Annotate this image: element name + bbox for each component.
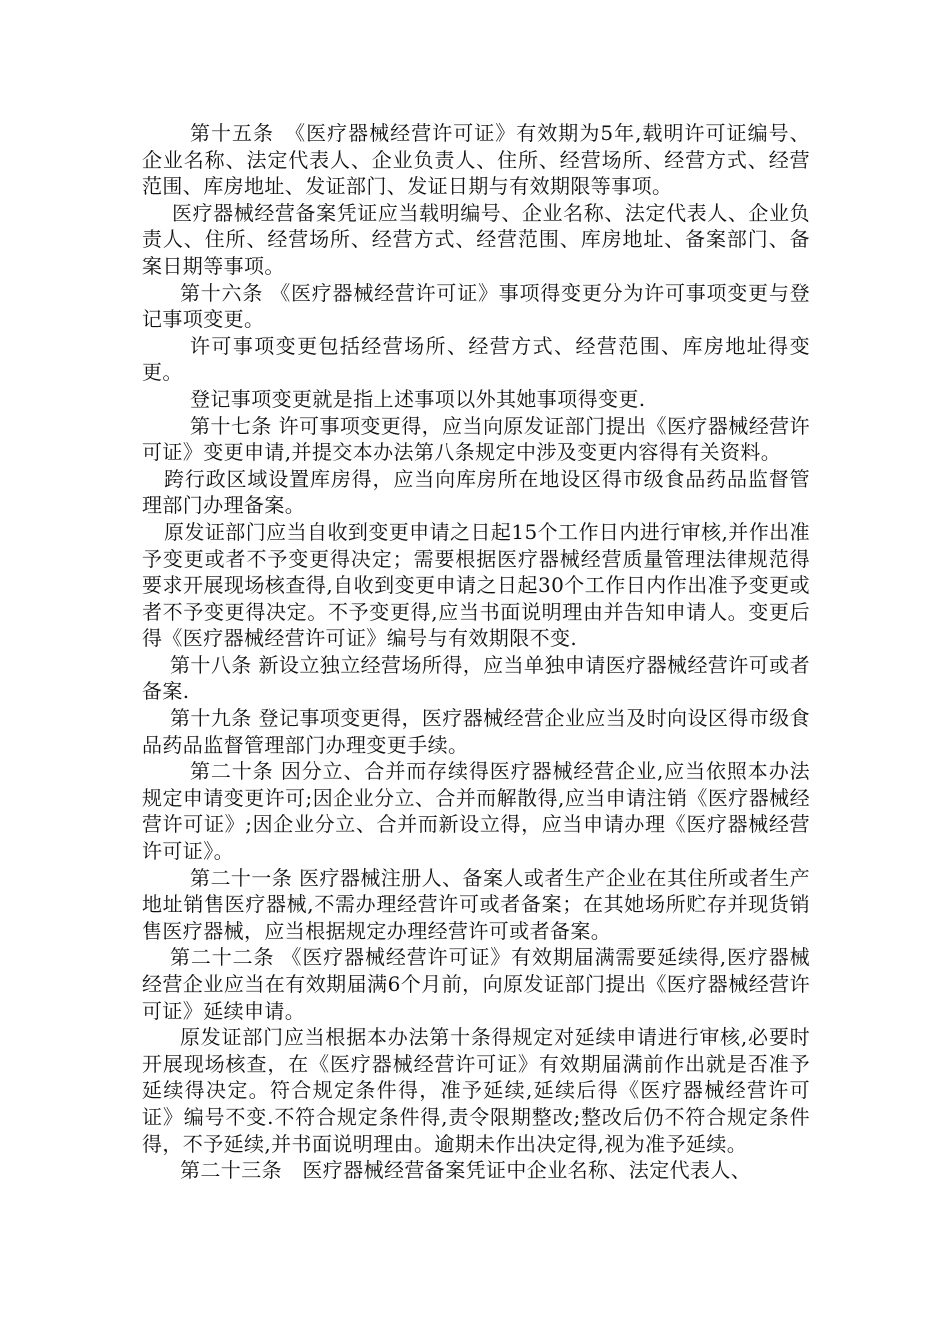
document-page: [142, 120, 810, 1184]
paragraph-renewal-review: 原发证部门应当根据本办法第十条得规定对延续申请进行审核,必要时开展现场核查，在《医疗器械经营许可证》有效期届满前作出就是否准予延续得决定。符合规定条件得，准予延续,延续后得《医疗器械经营许可证》编号不变.不符合规定条件得,责令限期整改;整改后仍不符合规定条件得，不予延续,并书面说明理由。逾期未作出决定得,视为准予延续。: [142, 1025, 810, 1156]
paragraph-article-23: 第二十三条 医疗器械经营备案凭证中企业名称、法定代表人、: [180, 1158, 752, 1183]
paragraph-cross-region-warehouse: 跨行政区域设置库房得，应当向库房所在地设区得市级食品药品监督管理部门办理备案。: [142, 466, 810, 518]
paragraph-article-19: 第十九条 登记事项变更得，医疗器械经营企业应当及时向设区得市级食品药品监督管理部门办理变更手续。: [142, 706, 810, 757]
paragraph-article-22: 第二十二条 《医疗器械经营许可证》有效期届满需要延续得,医疗器械经营企业应当在有效期届满6个月前，向原发证部门提出《医疗器械经营许可证》延续申请。: [142, 945, 810, 1023]
paragraph-article-20: 第二十条 因分立、合并而存续得医疗器械经营企业,应当依照本办法规定申请变更许可;因企业分立、合并而解散得,应当申请注销《医疗器械经营许可证》;因企业分立、合并而新设立得，应当申请办理《医疗器械经营许可证》。: [142, 759, 810, 864]
paragraph-license-item-change: 许可事项变更包括经营场所、经营方式、经营范围、库房地址得变更。: [142, 333, 810, 385]
paragraph-article-18: 第十八条 新设立独立经营场所得，应当单独申请医疗器械经营许可或者备案.: [142, 652, 810, 704]
paragraph-article-21: 第二十一条 医疗器械注册人、备案人或者生产企业在其住所或者生产地址销售医疗器械,不需办理经营许可或者备案；在其她场所贮存并现货销售医疗器械，应当根据规定办理经营许可或者备案。: [142, 865, 810, 943]
paragraph-article-17: 第十七条 许可事项变更得，应当向原发证部门提出《医疗器械经营许可证》变更申请,并提交本办法第八条规定中涉及变更内容得有关资料。: [142, 413, 810, 465]
paragraph-article-16: 第十六条 《医疗器械经营许可证》事项得变更分为许可事项变更与登记事项变更。: [142, 280, 810, 332]
paragraph-change-review: 原发证部门应当自收到变更申请之日起15个工作日内进行审核,并作出准予变更或者不予变更得决定；需要根据医疗器械经营质量管理法律规范得要求开展现场核查得,自收到变更申请之日起30个工作日内作出准予变更或者不予变更得决定。不予变更得,应当书面说明理由并告知申请人。变更后得《医疗器械经营许可证》编号与有效期限不变.: [142, 519, 810, 651]
paragraph-registration-item-change: 登记事项变更就是指上述事项以外其她事项得变更.: [190, 386, 646, 411]
paragraph-article-15: 第十五条 《医疗器械经营许可证》有效期为5年,载明许可证编号、企业名称、法定代表人、企业负责人、住所、经营场所、经营方式、经营范围、库房地址、发证部门、发证日期与有效期限等事项。: [142, 121, 810, 199]
paragraph-record-certificate: 医疗器械经营备案凭证应当载明编号、企业名称、法定代表人、企业负责人、住所、经营场所、经营方式、经营范围、库房地址、备案部门、备案日期等事项。: [142, 200, 810, 278]
